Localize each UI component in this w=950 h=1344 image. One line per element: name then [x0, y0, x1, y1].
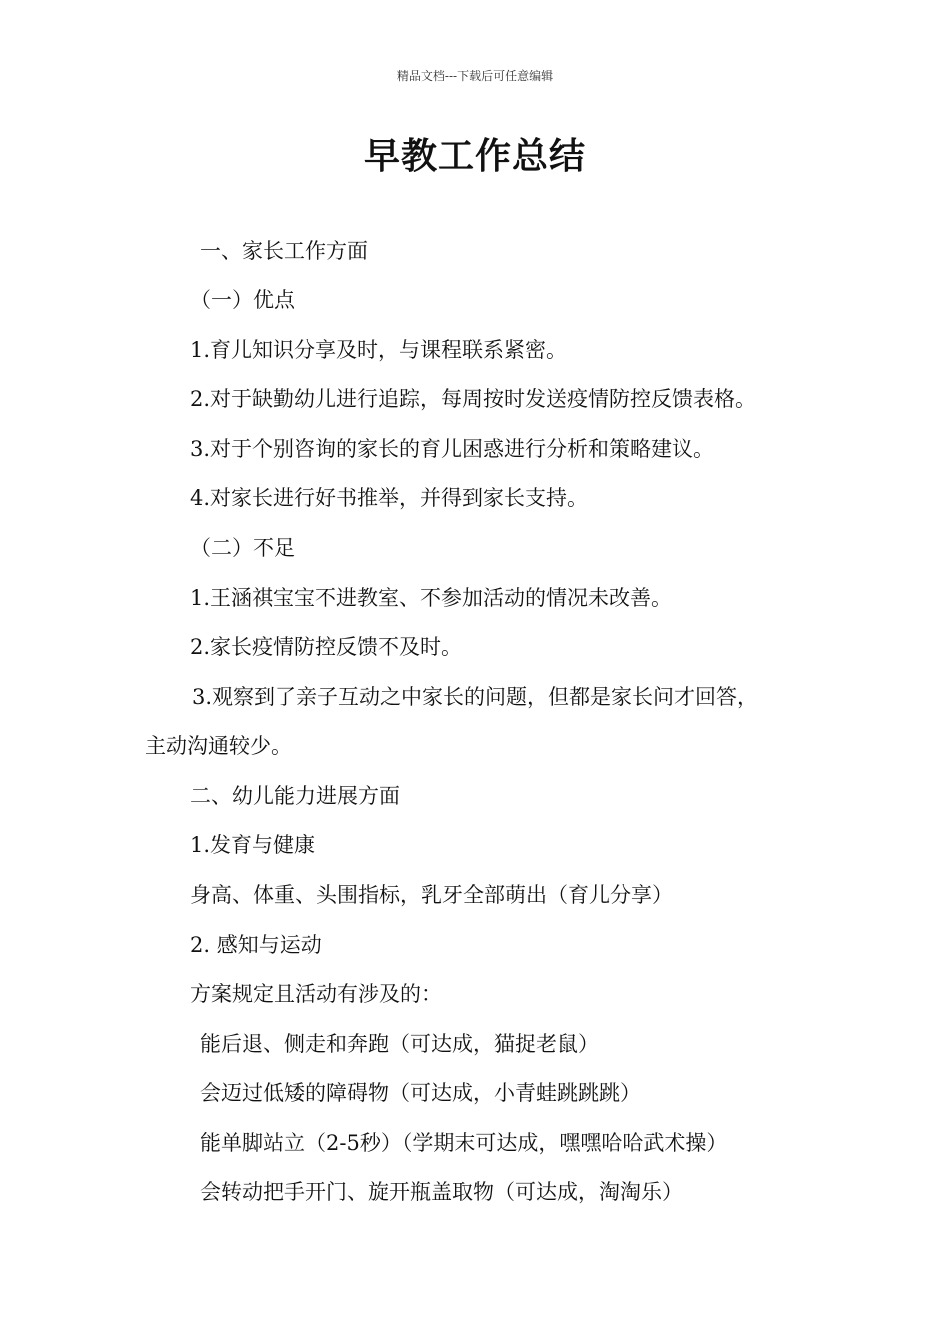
document-title: 早教工作总结 [363, 136, 586, 177]
subheading-weaknesses: （二）不足 [190, 536, 295, 560]
paragraph-line: 会迈过低矮的障碍物（可达成，小青蛙跳跳跳） [200, 1081, 641, 1105]
section-heading-child-progress: 二、幼儿能力进展方面 [190, 784, 400, 808]
paragraph-line: 3.对于个别咨询的家长的育儿困惑进行分析和策略建议。 [190, 437, 715, 461]
paragraph-line: 2.对于缺勤幼儿进行追踪，每周按时发送疫情防控反馈表格。 [190, 387, 757, 411]
paragraph-line: 1.王涵祺宝宝不进教室、不参加活动的情况未改善。 [190, 586, 673, 610]
paragraph-line: 2.家长疫情防控反馈不及时。 [190, 635, 463, 659]
subheading-strengths: （一）优点 [190, 288, 295, 312]
paragraph-line: 会转动把手开门、旋开瓶盖取物（可达成，淘淘乐） [200, 1180, 683, 1204]
section-heading-parent-work: 一、家长工作方面 [200, 239, 368, 263]
page-header: 精品文档---下载后可任意编辑 [396, 69, 554, 83]
paragraph-line: 能后退、侧走和奔跑（可达成，猫捉老鼠） [200, 1032, 599, 1056]
paragraph-line: 身高、体重、头围指标，乳牙全部萌出（育儿分享） [190, 883, 673, 907]
paragraph-line-continuation: 主动沟通较少。 [145, 734, 292, 758]
paragraph-line: 能单脚站立（2-5秒）（学期末可达成，嘿嘿哈哈武术操） [200, 1131, 728, 1155]
subheading-perception-motor: 2. 感知与运动 [190, 933, 322, 957]
paragraph-line: 方案规定且活动有涉及的： [190, 982, 442, 1006]
paragraph-line: 1.育儿知识分享及时，与课程联系紧密。 [190, 338, 568, 362]
paragraph-line: 4.对家长进行好书推举，并得到家长支持。 [190, 486, 589, 510]
subheading-development-health: 1.发育与健康 [190, 833, 316, 857]
paragraph-line: 3.观察到了亲子互动之中家长的问题，但都是家长问才回答， [192, 685, 759, 709]
